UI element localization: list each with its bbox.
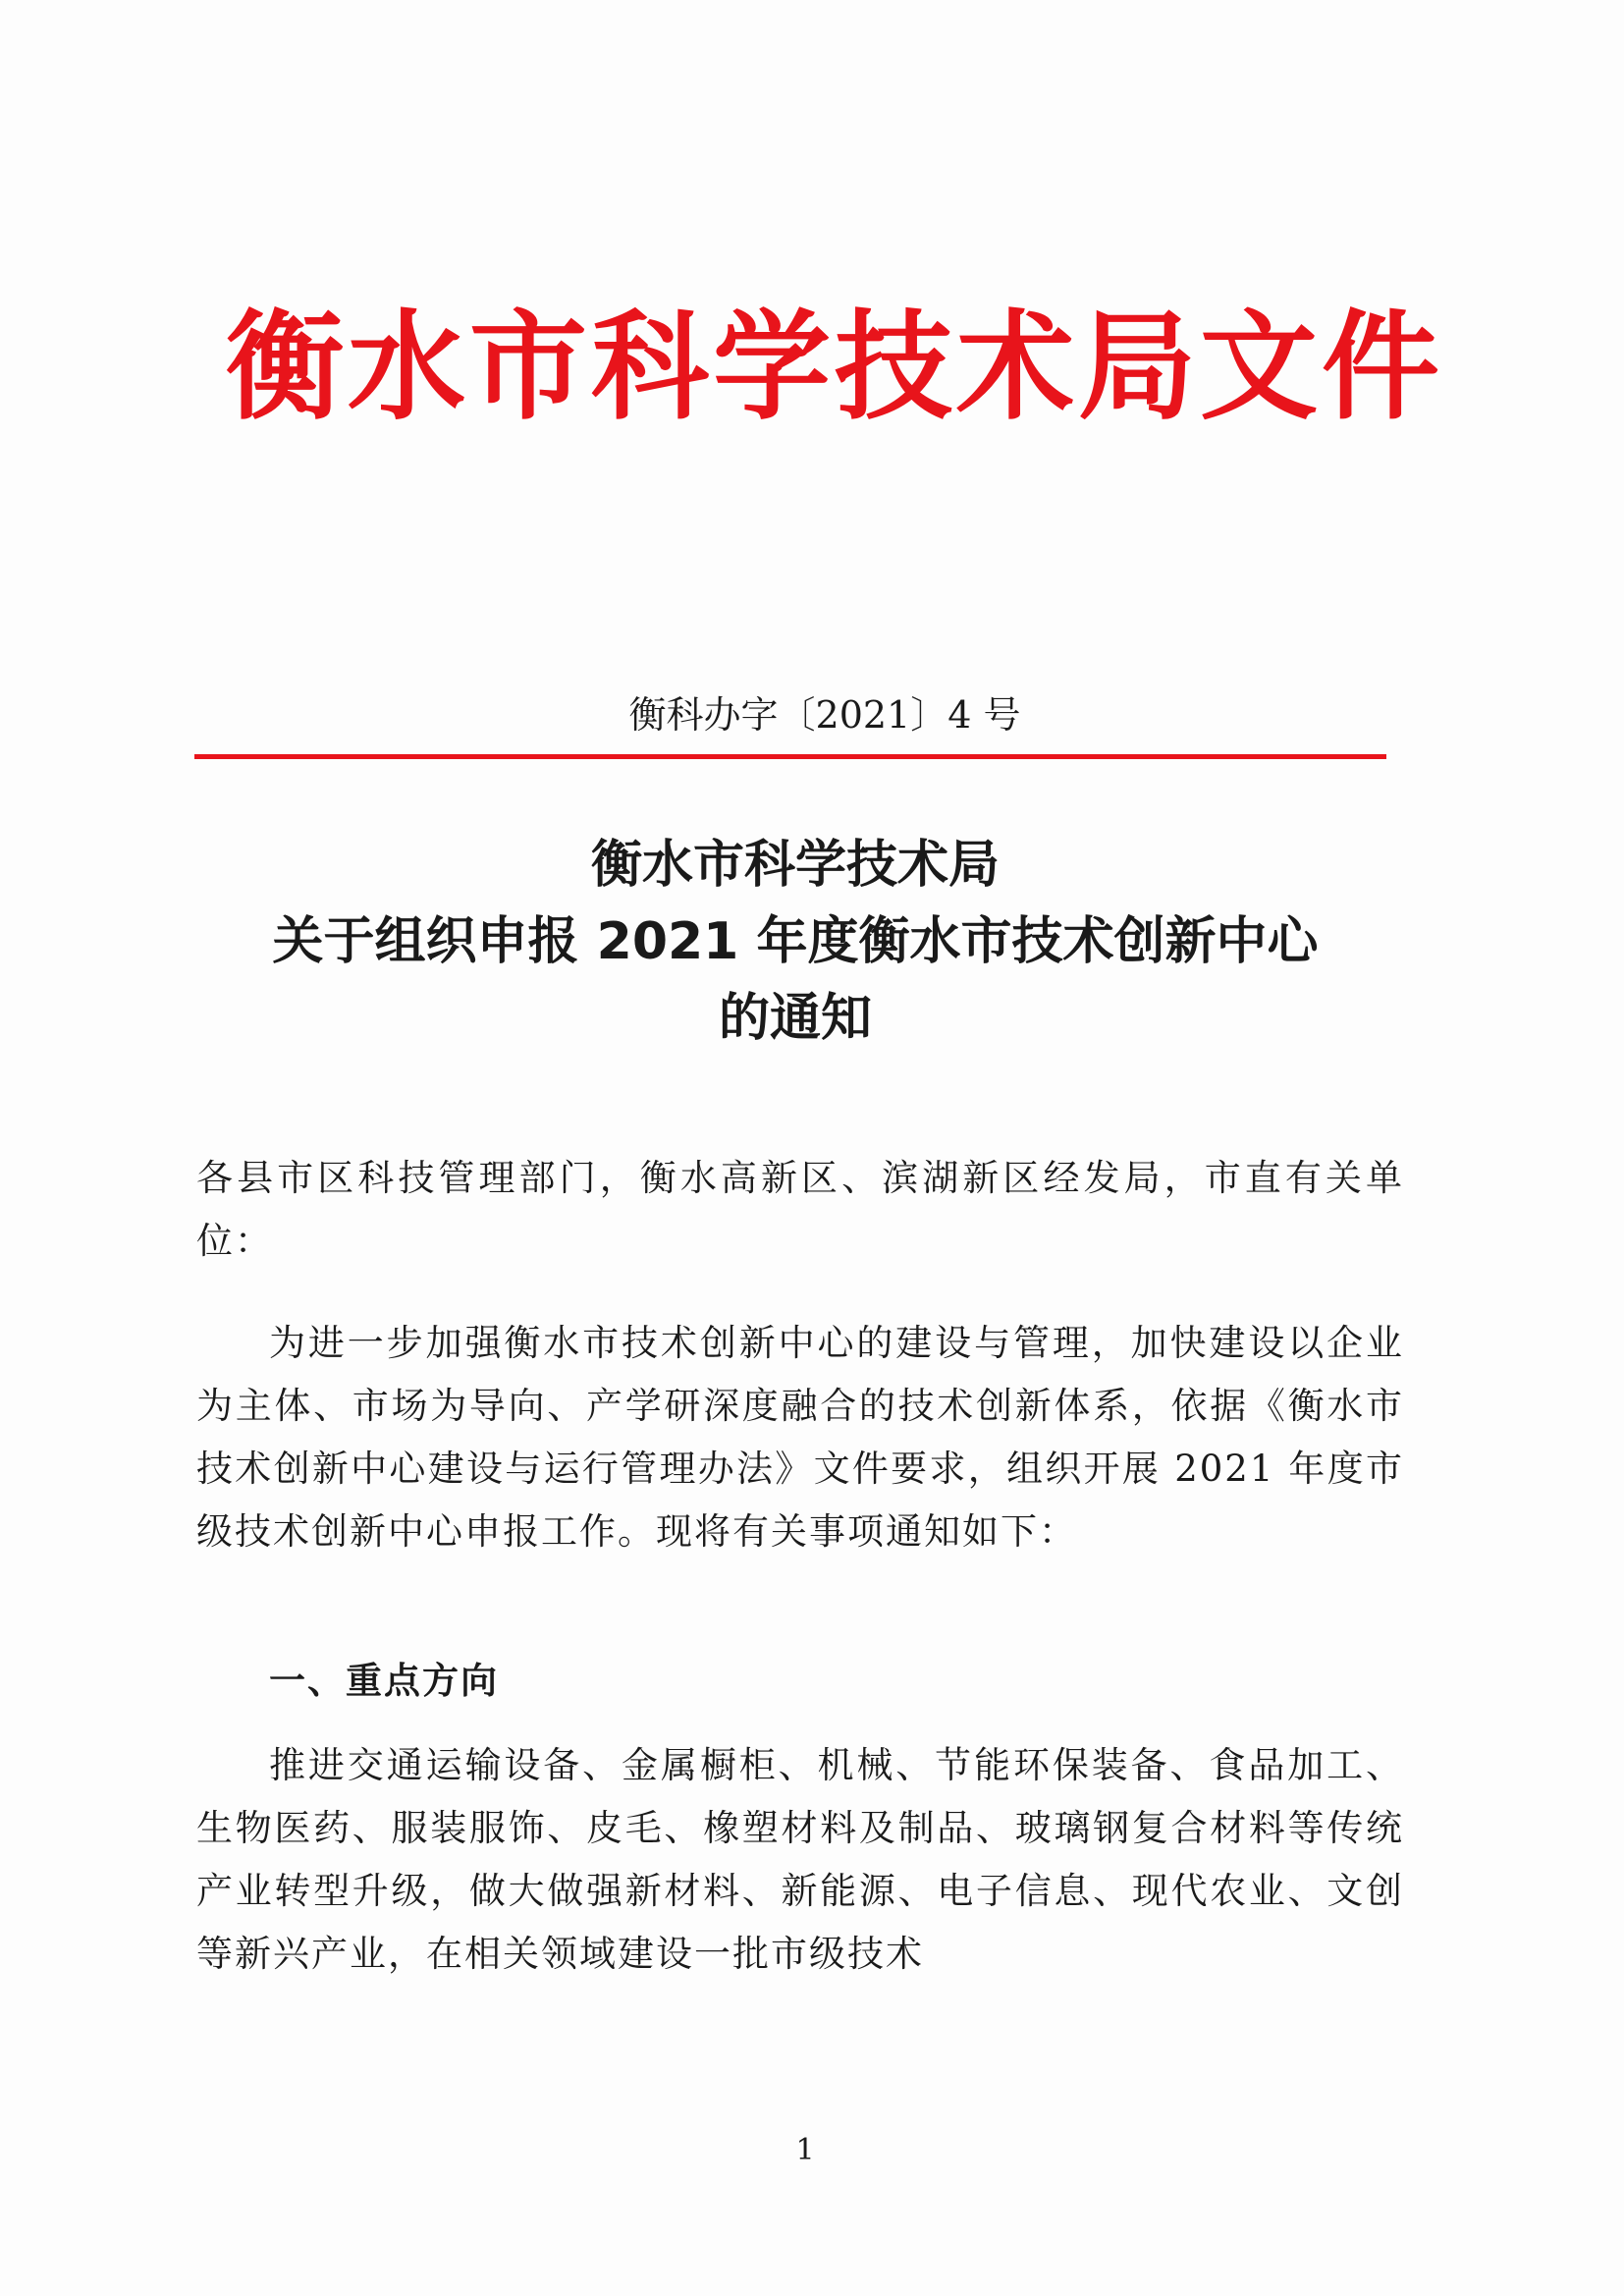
notice-title-line-2: 关于组织申报 2021 年度衡水市技术创新中心 xyxy=(272,912,1319,971)
body-paragraph-intro: 为进一步加强衡水市技术创新中心的建设与管理，加快建设以企业为主体、市场为导向、产学研深度融合的技术创新体系，依据《衡水市技术创新中心建设与运行管理办法》文件要求，组织开展 2021 年度市级技术创新中心申报工作。现将有关事项通知如下： xyxy=(196,1322,1404,1553)
red-divider-line xyxy=(194,754,1386,759)
document-number: 衡科办字〔2021〕4 号 xyxy=(628,693,1021,737)
salutation: 各县市区科技管理部门，衡水高新区、滨湖新区经发局，市直有关单位： xyxy=(196,1157,1404,1262)
body-paragraph-key-directions: 推进交通运输设备、金属橱柜、机械、节能环保装备、食品加工、生物医药、服装服饰、皮毛、橡塑材料及制品、玻璃钢复合材料等传统产业转型升级，做大做强新材料、新能源、电子信息、现代农业、文创等新兴产业，在相关领域建设一批市级技术 xyxy=(196,1744,1404,1975)
notice-title-line-3: 的通知 xyxy=(718,989,872,1048)
notice-title-line-1: 衡水市科学技术局 xyxy=(590,836,1000,895)
notice-title xyxy=(196,827,1394,1057)
page-number: 1 xyxy=(795,2133,815,2167)
document-header-title: 衡水市科学技术局文件 xyxy=(226,300,1443,436)
section-heading-key-directions: 一、重点方向 xyxy=(269,1660,499,1702)
